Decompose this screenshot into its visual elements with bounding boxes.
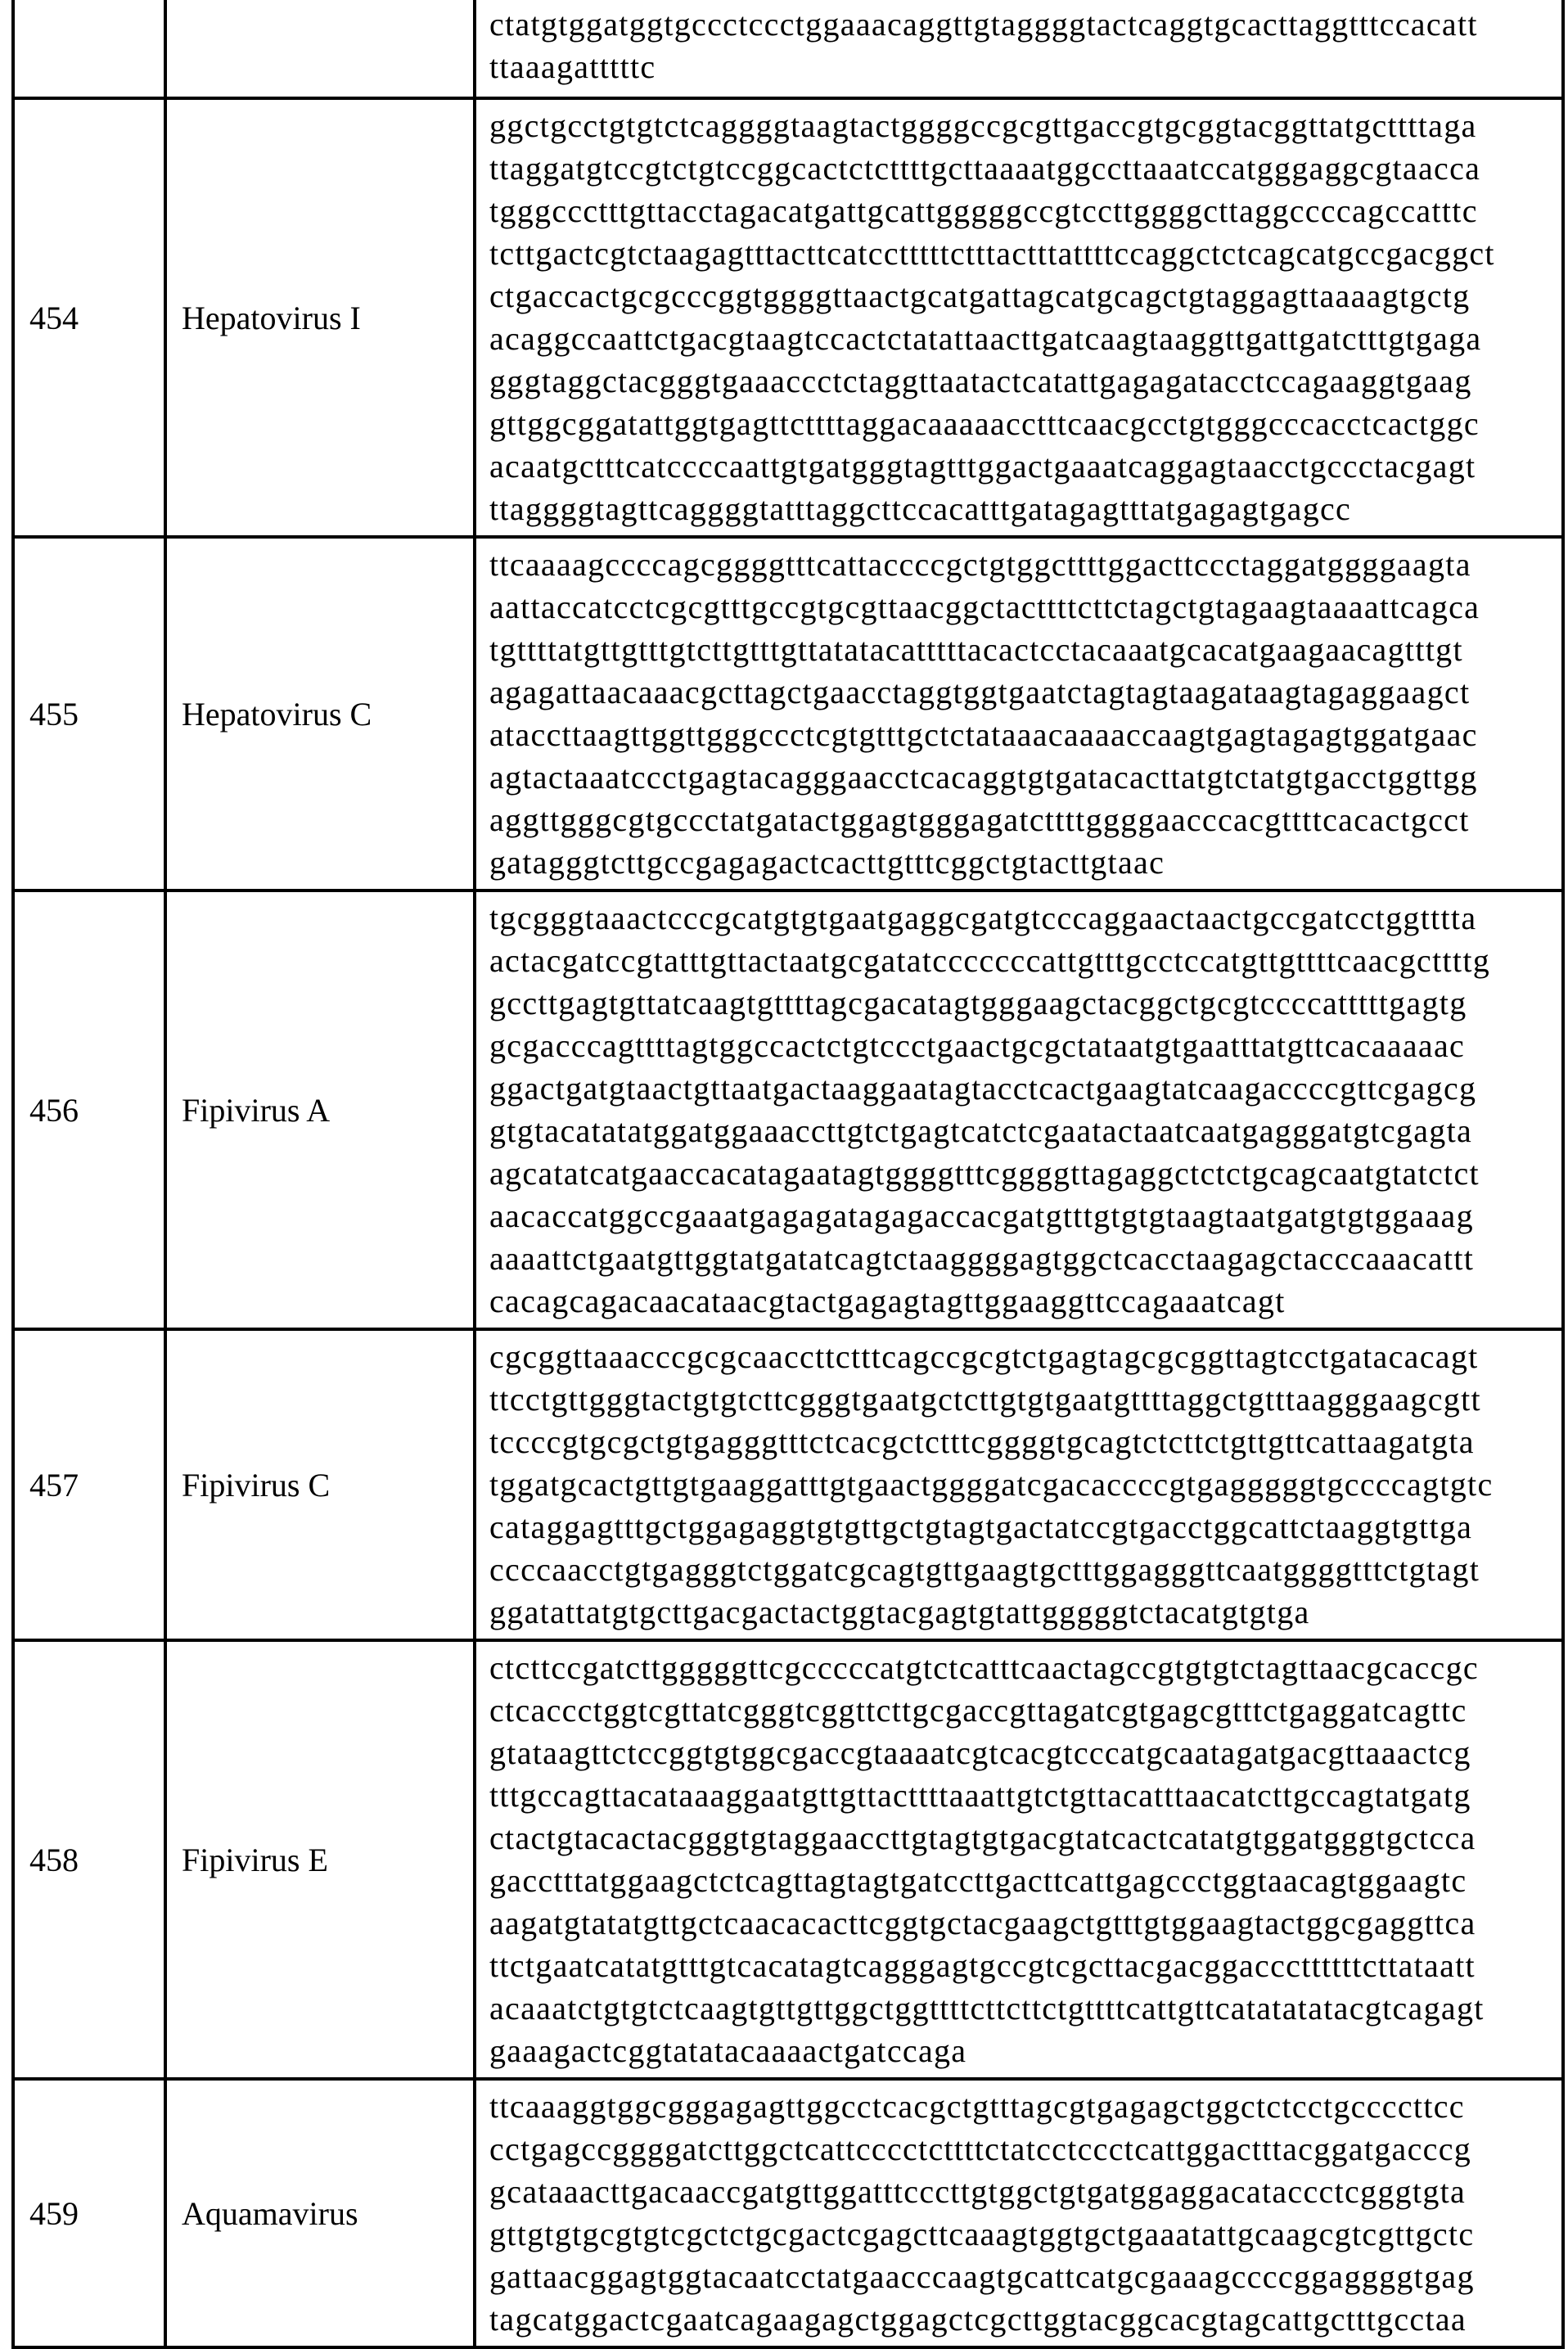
sequence-line: tggatgcactgttgtgaaggatttgtgaactggggatcgacaccccgtgagggggtgccccagtgtc xyxy=(489,1463,1561,1506)
sequence-line: tgggccctttgttacctagacatgattgcattgggggccgtccttggggcttaggccccagccatttc xyxy=(489,190,1561,232)
sequence-table xyxy=(11,0,1565,2349)
seq-id-cell: 458 xyxy=(13,1640,165,2079)
sequence-line: cctgagccggggatcttggctcattcccctcttttctatcctccctcattggactttacggatgacccg xyxy=(489,2128,1561,2171)
sequence-line: gcgacccagttttagtggccactctgtccctgaactgcgctataatgtgaatttatgttcacaaaaac xyxy=(489,1025,1561,1067)
sequence-cell xyxy=(475,1640,1563,2079)
sequence-line: gttggcggatattggtgagttcttttaggacaaaaacctttcaacgcctgtgggcccacctcactggc xyxy=(489,403,1561,445)
sequence-line: ttaaagatttttc xyxy=(489,46,1561,88)
virus-name-cell: Fipivirus A xyxy=(165,890,475,1329)
virus-name-cell: Fipivirus C xyxy=(165,1329,475,1640)
virus-name-cell: Hepatovirus I xyxy=(165,98,475,537)
sequence-line: tagcatggactcgaatcagaagagctggagctcgcttggtacggcacgtagcattgctttgcctaa xyxy=(489,2298,1561,2341)
sequence-line: gcataaacttgacaaccgatgttggatttcccttgtggctgtgatggaggacataccctcgggtgta xyxy=(489,2171,1561,2213)
virus-name-cell: Aquamavirus xyxy=(165,2079,475,2347)
sequence-line: acaatgctttcatccccaattgtgatgggtagtttggactgaaatcaggagtaacctgccctacgagt xyxy=(489,445,1561,488)
sequence-line: acaggccaattctgacgtaagtccactctatattaacttgatcaagtaaggttgattgatctttgtgaga xyxy=(489,318,1561,360)
table-row xyxy=(13,1329,1563,1640)
virus-name-cell xyxy=(165,0,475,98)
sequence-line: ctgaccactgcgcccggtggggttaactgcatgattagcatgcagctgtaggagttaaaagtgctg xyxy=(489,275,1561,318)
sequence-line: gttgtgtgcgtgtcgctctgcgactcgagcttcaaagtggtgctgaaatattgcaagcgtcgttgctc xyxy=(489,2213,1561,2256)
table-row xyxy=(13,0,1563,98)
seq-id-cell xyxy=(13,0,165,98)
sequence-line: cgcggttaaacccgcgcaaccttctttcagccgcgtctgagtagcgcggttagtcctgatacacagt xyxy=(489,1336,1561,1378)
sequence-line: tgcgggtaaactcccgcatgtgtgaatgaggcgatgtcccaggaactaactgccgatcctggtttta xyxy=(489,897,1561,940)
sequence-line: gattaacggagtggtacaatcctatgaacccaagtgcattcatgcgaaagccccggaggggtgag xyxy=(489,2256,1561,2298)
sequence-line: aggttgggcgtgccctatgatactggagtgggagatcttttggggaacccacgttttcacactgcct xyxy=(489,799,1561,841)
sequence-cell xyxy=(475,98,1563,537)
sequence-line: ctcaccctggtcgttatcgggtcggttcttgcgaccgttagatcgtgagcgtttctgaggatcagttc xyxy=(489,1689,1561,1732)
sequence-line: acaaatctgtgtctcaagtgttgttggctggttttcttcttctgttttcattgttcatatatatacgtcagagt xyxy=(489,1987,1561,2030)
sequence-line: tcttgactcgtctaagagtttacttcatcctttttctttactttattttccaggctctcagcatgccgacggct xyxy=(489,232,1561,275)
sequence-line: agcatatcatgaaccacatagaatagtggggtttcggggttagaggctctctgcagcaatgtatctct xyxy=(489,1152,1561,1195)
seq-id-cell: 454 xyxy=(13,98,165,537)
table-row xyxy=(13,98,1563,537)
sequence-line: cataggagtttgctggagaggtgtgttgctgtagtgactatccgtgacctggcattctaaggtgttga xyxy=(489,1506,1561,1549)
sequence-line: ggatattatgtgcttgacgactactggtacgagtgtattgggggtctacatgtgtga xyxy=(489,1591,1561,1634)
sequence-line: ctactgtacactacgggtgtaggaaccttgtagtgtgacgtatcactcatatgtggatgggtgctcca xyxy=(489,1817,1561,1860)
sequence-line: ttcaaaagccccagcggggtttcattaccccgctgtggcttttggacttccctaggatggggaagta xyxy=(489,543,1561,586)
sequence-line: aacaccatggccgaaatgagagatagagaccacgatgtttgtgtgtaagtaatgatgtgtggaaag xyxy=(489,1195,1561,1238)
sequence-line: gtgtacatatatggatggaaaccttgtctgagtcatctcgaatactaatcaatgagggatgtcgagta xyxy=(489,1110,1561,1152)
virus-name-cell: Fipivirus E xyxy=(165,1640,475,2079)
sequence-line: actacgatccgtatttgttactaatgcgatatcccccccattgtttgcctccatgttgttttcaacgcttttg xyxy=(489,940,1561,982)
sequence-line: tttgccagttacataaaggaatgttgttacttttaaattgtctgttacatttaacatcttgccagtatgatg xyxy=(489,1774,1561,1817)
sequence-line: gacctttatggaagctctcagttagtagtgatccttgacttcattgagccctggtaacagtggaagtc xyxy=(489,1860,1561,1902)
sequence-cell xyxy=(475,890,1563,1329)
sequence-line: ttaggggtagttcaggggtatttaggcttccacatttgatagagtttatgagagtgagcc xyxy=(489,488,1561,530)
virus-name-cell: Hepatovirus C xyxy=(165,537,475,890)
table-row xyxy=(13,890,1563,1329)
sequence-line: ataccttaagttggttgggccctcgtgtttgctctataaacaaaaccaagtgagtagagtggatgaac xyxy=(489,714,1561,756)
sequence-cell xyxy=(475,2079,1563,2347)
sequence-line: ttaggatgtccgtctgtccggcactctcttttgcttaaaatggccttaaatccatgggaggcgtaacca xyxy=(489,147,1561,190)
sequence-line: cacagcagacaacataacgtactgagagtagttggaaggttccagaaatcagt xyxy=(489,1280,1561,1323)
sequence-line: agagattaacaaacgcttagctgaacctaggtggtgaatctagtagtaagataagtagaggaagct xyxy=(489,671,1561,714)
sequence-line: ggactgatgtaactgttaatgactaaggaatagtacctcactgaagtatcaagaccccgttcgagcg xyxy=(489,1067,1561,1110)
seq-id-cell: 459 xyxy=(13,2079,165,2347)
table-row xyxy=(13,537,1563,890)
sequence-line: ccccaacctgtgagggtctggatcgcagtgttgaagtgctttggagggttcaatggggtttctgtagt xyxy=(489,1549,1561,1591)
seq-id-cell: 455 xyxy=(13,537,165,890)
sequence-line: gggtaggctacgggtgaaaccctctaggttaatactcatattgagagatacctccagaaggtgaag xyxy=(489,360,1561,403)
sequence-line: gccttgagtgttatcaagtgttttagcgacatagtgggaagctacggctgcgtccccatttttgagtg xyxy=(489,982,1561,1025)
sequence-line: gatagggtcttgccgagagactcacttgtttcggctgtacttgtaac xyxy=(489,841,1561,884)
sequence-line: agtactaaatccctgagtacagggaacctcacaggtgtgatacacttatgtctatgtgacctggttgg xyxy=(489,756,1561,799)
sequence-line: aattaccatcctcgcgtttgccgtgcgttaacggctacttttcttctagctgtagaagtaaaattcagca xyxy=(489,586,1561,629)
sequence-cell xyxy=(475,1329,1563,1640)
seq-id-cell: 456 xyxy=(13,890,165,1329)
table-row xyxy=(13,2079,1563,2347)
seq-id-cell: 457 xyxy=(13,1329,165,1640)
sequence-line: ctatgtggatggtgccctccctggaaacaggttgtaggggtactcaggtgcacttaggtttccacatt xyxy=(489,3,1561,46)
sequence-cell xyxy=(475,537,1563,890)
sequence-line: gtataagttctccggtgtggcgaccgtaaaatcgtcacgtcccatgcaatagatgacgttaaactcg xyxy=(489,1732,1561,1774)
table-row xyxy=(13,1640,1563,2079)
sequence-line: tccccgtgcgctgtgagggtttctcacgctctttcggggtgcagtctcttctgttgttcattaagatgta xyxy=(489,1421,1561,1463)
sequence-line: aaaattctgaatgttggtatgatatcagtctaaggggagtggctcacctaagagctacccaaacattt xyxy=(489,1238,1561,1280)
sequence-cell xyxy=(475,0,1563,98)
sequence-line: aagatgtatatgttgctcaacacacttcggtgctacgaagctgtttgtggaagtactggcgaggttca xyxy=(489,1902,1561,1945)
sequence-line: gaaagactcggtatatacaaaactgatccaga xyxy=(489,2030,1561,2072)
sequence-line: ctcttccgatcttgggggttcgcccccatgtctcatttcaactagccgtgtgtctagttaacgcaccgc xyxy=(489,1647,1561,1689)
sequence-line: ggctgcctgtgtctcaggggtaagtactggggccgcgttgaccgtgcggtacggttatgcttttaga xyxy=(489,105,1561,147)
sequence-line: ttcaaaggtggcgggagagttggcctcacgctgtttagcgtgagagctggctctcctgccccttcc xyxy=(489,2085,1561,2128)
sequence-line: ttcctgttgggtactgtgtcttcgggtgaatgctcttgtgtgaatgttttaggctgtttaagggaagcgtt xyxy=(489,1378,1561,1421)
sequence-line: tgttttatgttgtttgtcttgtttgttatatacatttttacactcctacaaatgcacatgaagaacagtttgt xyxy=(489,629,1561,671)
sequence-line: ttctgaatcatatgtttgtcacatagtcagggagtgccgtcgcttacgacggacccttttttcttataatt xyxy=(489,1945,1561,1987)
